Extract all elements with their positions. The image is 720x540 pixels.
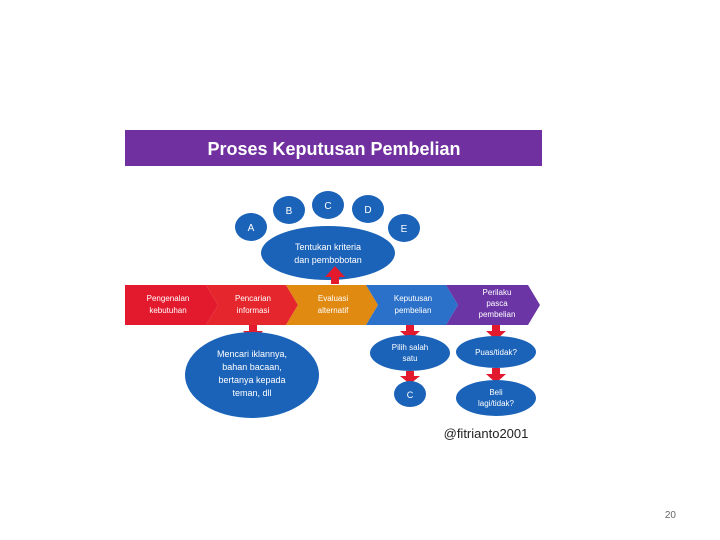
criteria-oval bbox=[261, 226, 395, 280]
author-credit: @fitrianto2001 bbox=[443, 426, 529, 441]
stage-1-line-2: kebutuhan bbox=[149, 306, 187, 315]
stage-5-line-2: pasca bbox=[486, 299, 508, 308]
stage-4-line-2: pembelian bbox=[394, 306, 432, 315]
criteria-letter-b: B bbox=[285, 206, 293, 217]
search-oval-line-3: bertanya kepada bbox=[218, 375, 286, 385]
criteria-circle-a bbox=[235, 213, 267, 241]
stage-4-line-1: Keputusan bbox=[393, 294, 433, 303]
decision-oval-line-2: satu bbox=[402, 354, 418, 363]
criteria-letter-c: C bbox=[324, 201, 332, 212]
stage-3-line-1: Evaluasi bbox=[317, 294, 349, 303]
stage-evaluation-chevron bbox=[286, 285, 378, 325]
criteria-circle-e bbox=[388, 214, 420, 242]
satisfaction-oval bbox=[456, 336, 536, 368]
criteria-circle-b bbox=[273, 196, 305, 224]
stage-5-line-3: pembelian bbox=[478, 310, 516, 319]
repurchase-oval-line-2: lagi/tidak? bbox=[477, 399, 515, 408]
satisfaction-oval-text: Puas/tidak? bbox=[475, 348, 517, 357]
search-oval-line-2: bahan bacaan, bbox=[222, 362, 282, 372]
decision-oval bbox=[370, 335, 450, 371]
stage-2-line-2: informasi bbox=[236, 306, 270, 315]
stage-recognition-chevron bbox=[125, 285, 218, 325]
criteria-letter-d: D bbox=[364, 205, 372, 216]
stage-2-line-1: Pencarian bbox=[234, 294, 272, 303]
criteria-letter-e: E bbox=[400, 224, 408, 235]
criteria-circle-d bbox=[352, 195, 384, 223]
stage-3-line-2: alternatif bbox=[317, 306, 349, 315]
search-oval-line-1: Mencari iklannya, bbox=[216, 349, 288, 359]
criteria-oval-line-1: Tentukan kriteria bbox=[294, 242, 362, 252]
decision-oval-line-1: Pilih salah bbox=[391, 343, 429, 352]
criteria-circle-c bbox=[312, 191, 344, 219]
stage-5-line-1: Perilaku bbox=[482, 288, 512, 297]
criteria-letter-a: A bbox=[247, 223, 255, 234]
stage-search-chevron bbox=[206, 285, 298, 325]
search-oval bbox=[185, 332, 319, 418]
stage-decision-chevron bbox=[366, 285, 458, 325]
diagram-title: Proses Keputusan Pembelian bbox=[207, 139, 461, 159]
search-oval-line-4: teman, dll bbox=[232, 388, 272, 398]
page-number: 20 bbox=[664, 510, 676, 521]
decision-result-letter: C bbox=[406, 390, 414, 400]
repurchase-oval-line-1: Beli bbox=[489, 388, 503, 397]
stage-1-line-1: Pengenalan bbox=[146, 294, 190, 303]
decision-result-circle bbox=[394, 381, 426, 407]
repurchase-oval bbox=[456, 380, 536, 416]
criteria-oval-line-2: dan pembobotan bbox=[294, 255, 362, 265]
